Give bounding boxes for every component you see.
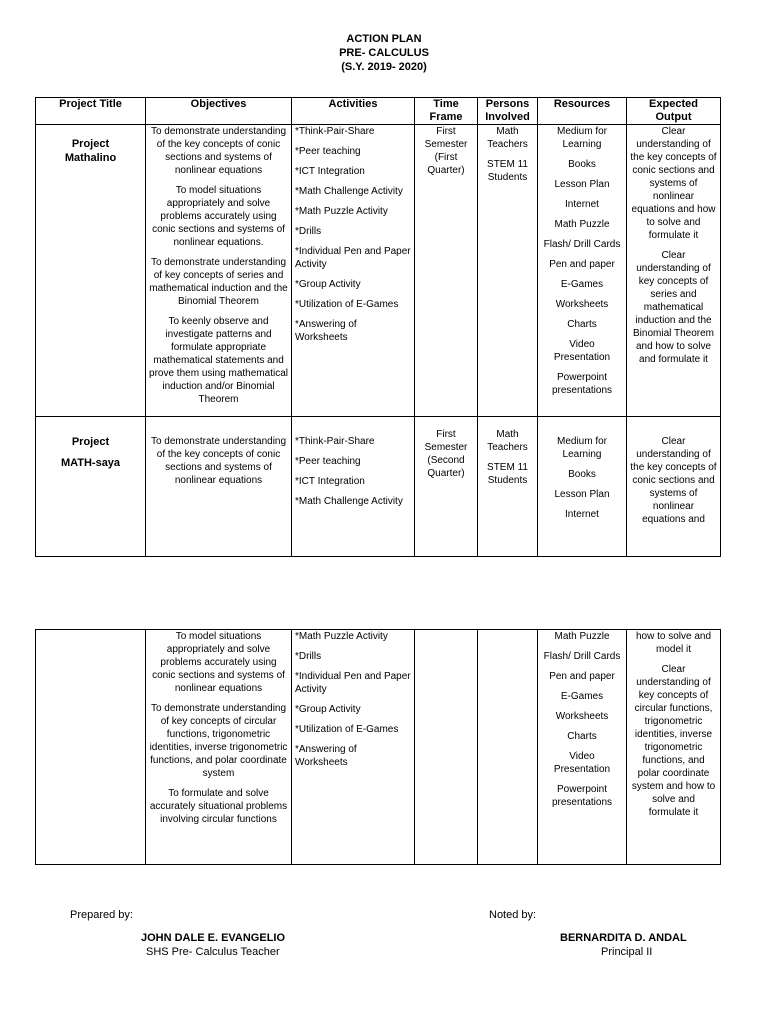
person-item: STEM 11 Students	[487, 462, 528, 486]
expected-cell	[627, 630, 721, 865]
noted-by-label: Noted by:	[489, 909, 537, 921]
resource-item: Math Puzzle	[554, 631, 610, 642]
prepared-by-label: Prepared by:	[70, 909, 133, 921]
time-frame-cell: First Semester (First Quarter)	[415, 125, 478, 417]
time-frame-cell: First Semester (Second Quarter)	[415, 417, 478, 557]
table-row	[36, 630, 721, 865]
resource-item: Video Presentation	[553, 339, 611, 363]
activity-item: *Peer teaching	[295, 456, 361, 467]
header-time-line2: Frame	[429, 111, 463, 123]
activity-item: *Math Challenge Activity	[295, 186, 403, 197]
header-persons-line1: Persons	[485, 98, 530, 110]
activity-item: *Individual Pen and Paper Activity	[295, 246, 411, 270]
objective-item: To keenly observe and investigate patterns and formulate appropriate mathematical statements and prove them using mathematical induction and/or Binomial Theorem	[149, 316, 288, 405]
resource-item: Worksheets	[555, 299, 609, 310]
table-row	[36, 417, 721, 557]
objective-item: To demonstrate understanding of key concepts of series and mathematical induction and the Binomial Theorem	[149, 257, 288, 307]
header-expected	[627, 98, 721, 125]
resource-item: Books	[568, 159, 596, 170]
resource-item: Lesson Plan	[554, 489, 610, 500]
resource-item: E-Games	[560, 691, 604, 702]
resource-item: Worksheets	[555, 711, 609, 722]
objectives-cell	[146, 125, 292, 417]
expected-item: Clear understanding of key concepts of series and mathematical induction and the Binomial Theorem and how to solve and formulate it	[633, 250, 714, 365]
objective-item: To model situations appropriately and solve problems accurately using conic sections and systems of nonlinear equations	[152, 631, 285, 694]
expected-item: how to solve and model it	[635, 631, 712, 655]
resource-item: Medium for Learning	[556, 436, 607, 460]
expected-item: Clear understanding of the key concepts of conic sections and systems of nonlinear equations and how to solve and formulate it	[630, 126, 717, 241]
resource-item: Powerpoint presentations	[551, 784, 613, 808]
activities-cell	[292, 125, 415, 417]
action-plan-table	[35, 97, 721, 557]
resource-item: E-Games	[560, 279, 604, 290]
resource-item: Lesson Plan	[554, 179, 610, 190]
activity-item: *Group Activity	[295, 279, 361, 290]
activity-item: *Drills	[295, 651, 322, 662]
activity-item: *Think-Pair-Share	[295, 126, 375, 137]
header-project-title: Project Title	[36, 98, 146, 125]
prepared-by-role: SHS Pre- Calculus Teacher	[146, 946, 280, 958]
table-row	[36, 125, 721, 417]
activity-item: *Utilization of E-Games	[295, 299, 399, 310]
header-persons	[478, 98, 538, 125]
activity-item: *Drills	[295, 226, 322, 237]
header-activities: Activities	[292, 98, 415, 125]
title-line-2: PRE- CALCULUS	[339, 47, 429, 59]
activity-item: *Answering of Worksheets	[295, 319, 357, 343]
header-row	[36, 98, 721, 125]
resources-cell	[538, 630, 627, 865]
objective-item: To demonstrate understanding of the key concepts of conic sections and systems of nonlinear equations	[150, 126, 287, 176]
header-objectives: Objectives	[146, 98, 292, 125]
header-expected-line1: Expected	[649, 98, 698, 110]
objective-item: To formulate and solve accurately situational problems involving circular functions	[149, 788, 288, 825]
resource-item: Charts	[567, 731, 597, 742]
project-label: Project	[71, 436, 110, 448]
noted-by-role: Principal II	[601, 946, 653, 958]
resource-item: Powerpoint presentations	[551, 372, 613, 396]
title-line-3: (S.Y. 2019- 2020)	[341, 61, 427, 73]
activity-item: *Think-Pair-Share	[295, 436, 375, 447]
header-persons-line2: Involved	[485, 111, 530, 123]
resource-item: Pen and paper	[549, 259, 615, 270]
objective-item: To demonstrate understanding of the key concepts of conic sections and systems of nonlinear equations	[150, 436, 287, 486]
expected-cell: Clear understanding of the key concepts of conic sections and systems of nonlinear equations and	[627, 417, 721, 557]
objectives-cell	[146, 630, 292, 865]
activity-item: *Math Puzzle Activity	[295, 206, 388, 217]
resource-item: Charts	[567, 319, 597, 330]
project-name: Mathalino	[64, 152, 117, 164]
header-time-line1: Time	[433, 98, 459, 110]
document-title	[0, 32, 768, 74]
resources-cell	[538, 125, 627, 417]
activities-cell	[292, 417, 415, 557]
noted-by-name: BERNARDITA D. ANDAL	[560, 932, 687, 944]
objective-item: To model situations appropriately and solve problems accurately using conic sections and systems of nonlinear equations.	[152, 185, 285, 248]
resource-item: Pen and paper	[549, 671, 615, 682]
activity-item: *ICT Integration	[295, 166, 365, 177]
resource-item: Flash/ Drill Cards	[543, 239, 621, 250]
activity-item: *Math Puzzle Activity	[295, 631, 388, 642]
time-frame-cell	[415, 630, 478, 865]
activity-item: *Individual Pen and Paper Activity	[295, 671, 411, 695]
project-label: Project	[71, 138, 110, 150]
person-item: Math Teachers	[487, 126, 528, 150]
header-resources: Resources	[538, 98, 627, 125]
activities-cell	[292, 630, 415, 865]
resource-item: Flash/ Drill Cards	[543, 651, 621, 662]
persons-cell	[478, 630, 538, 865]
activity-item: *Utilization of E-Games	[295, 724, 399, 735]
project-cell	[36, 417, 146, 557]
title-line-1: ACTION PLAN	[346, 33, 422, 45]
prepared-by-name: JOHN DALE E. EVANGELIO	[141, 932, 286, 944]
resource-item: Medium for Learning	[556, 126, 607, 150]
expected-item: Clear understanding of key concepts of circular functions, trigonometric identities, inverse trigonometric functions, and polar coordinate system and how to solve and formulate it	[631, 664, 716, 818]
objectives-cell	[146, 417, 292, 557]
resources-cell	[538, 417, 627, 557]
resource-item: Math Puzzle	[554, 219, 610, 230]
header-expected-line2: Output	[655, 111, 692, 123]
activity-item: *Math Challenge Activity	[295, 496, 403, 507]
person-item: Math Teachers	[487, 429, 528, 453]
objective-item: To demonstrate understanding of key concepts of circular functions, trigonometric identities, inverse trigonometric functions, and polar coordinate system	[149, 703, 288, 779]
activity-item: *Peer teaching	[295, 146, 361, 157]
header-time-frame	[415, 98, 478, 125]
project-name: MATH-saya	[60, 457, 121, 469]
project-cell	[36, 630, 146, 865]
resource-item: Internet	[565, 199, 599, 210]
resource-item: Video Presentation	[553, 751, 611, 775]
persons-cell	[478, 125, 538, 417]
action-plan-table-continued	[35, 629, 721, 865]
activity-item: *Group Activity	[295, 704, 361, 715]
activity-item: *Answering of Worksheets	[295, 744, 357, 768]
person-item: STEM 11 Students	[487, 159, 528, 183]
resource-item: Internet	[565, 509, 599, 520]
expected-cell	[627, 125, 721, 417]
activity-item: *ICT Integration	[295, 476, 365, 487]
persons-cell	[478, 417, 538, 557]
project-cell	[36, 125, 146, 417]
resource-item: Books	[568, 469, 596, 480]
